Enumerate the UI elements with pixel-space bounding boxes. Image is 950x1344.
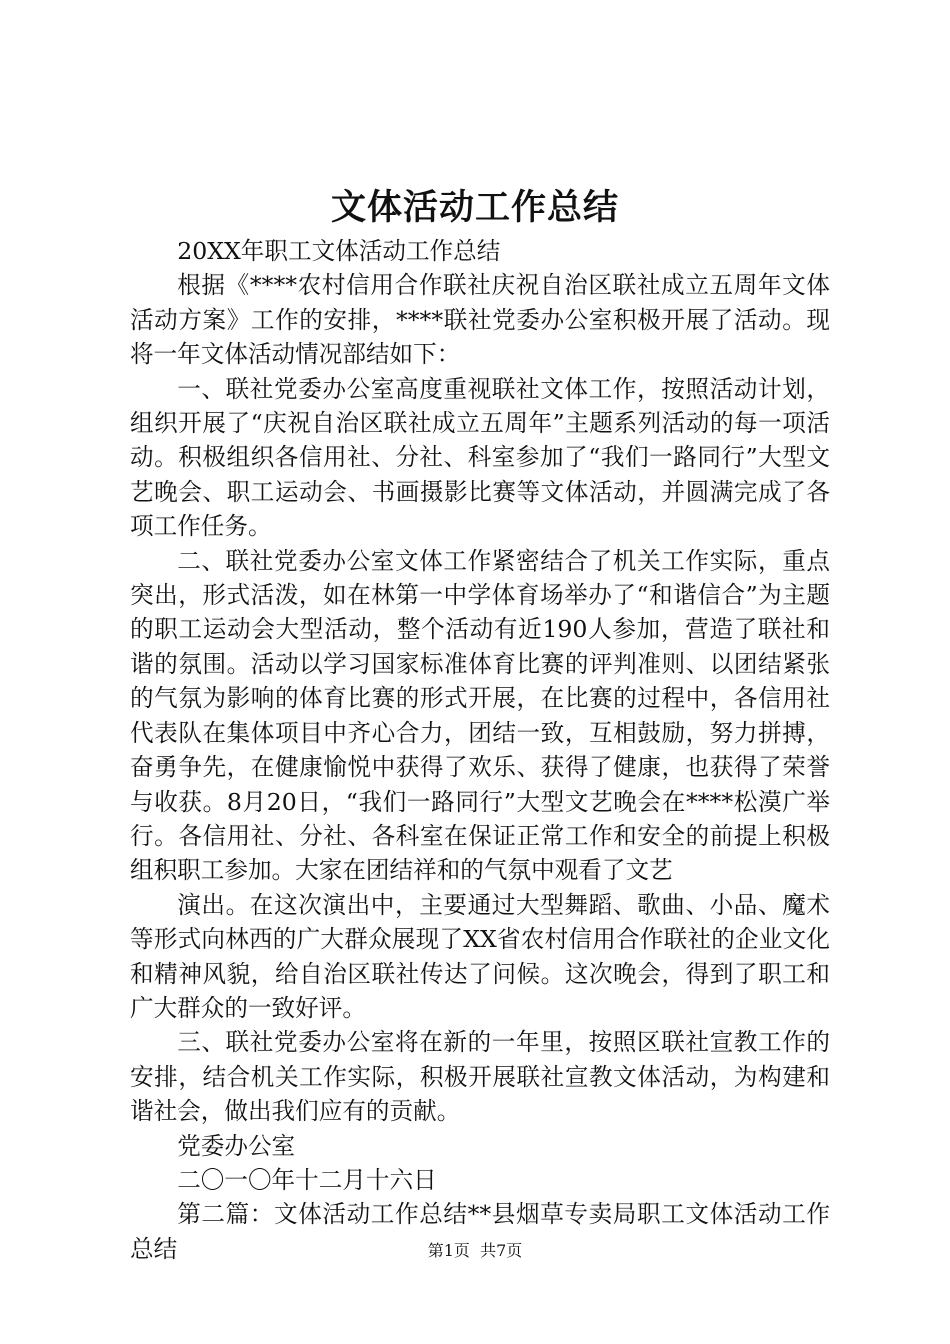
next-article-heading: 第二篇：文体活动工作总结**县烟草专卖局职工文体活动工作总结 — [130, 1200, 830, 1263]
performance-paragraph: 演出。在这次演出中，主要通过大型舞蹈、歌曲、小品、魔术等形式向林西的广大群众展现了XX省农村信用合作联社的企业文化和精神风貌，给自治区联社传达了问候。这次晚会，得到了职工和广大群众的一致好评。 — [130, 890, 830, 1022]
signature-office: 党委办公室 — [177, 1131, 296, 1160]
subtitle-paragraph: 20XX年职工文体活动工作总结 — [177, 237, 501, 265]
document-title: 文体活动工作总结 — [330, 187, 619, 228]
page-total: 共7页 — [480, 1241, 523, 1260]
section-two-paragraph: 二、联社党委办公室文体工作紧密结合了机关工作实际，重点突出，形式活泼，如在林第一中学体育场举办了“和谐信合”为主题的职工运动会大型活动，整个活动有近190人参加，营造了联社和谐的氛围。活动以学习国家标准体育比赛的评判准则、以团结紧张的气氛为影响的体育比赛的形式开展，在比赛的过程中，各信用社代表队在集体项目中齐心合力，团结一致，互相鼓励，努力拼搏，奋勇争先，在健康愉悦中获得了欢乐、获得了健康，也获得了荣誉与收获。8月20日，“我们一路同行”大型文艺晚会在****松漠广举行。各信用社、分社、各科室在保证正常工作和安全的前提上积极组积职工参加。大家在团结祥和的气氛中观看了文艺 — [130, 546, 830, 885]
document-body — [130, 234, 830, 1266]
intro-paragraph: 根据《****农村信用合作联社庆祝自治区联社成立五周年文体活动方案》工作的安排，****联社党委办公室积极开展了活动。现将一年文体活动情况部结如下： — [130, 271, 830, 369]
signature-date: 二〇一〇年十二月十六日 — [177, 1165, 437, 1194]
section-three-paragraph: 三、联社党委办公室将在新的一年里，按照区联社宣教工作的安排，结合机关工作实际，积极开展联社宣教文体活动，为构建和谐社会，做出我们应有的贡献。 — [130, 1028, 830, 1126]
page-number: 第1页 — [427, 1241, 470, 1260]
page-footer — [0, 1240, 950, 1262]
footer-spacer — [470, 1241, 480, 1260]
section-one-paragraph: 一、联社党委办公室高度重视联社文体工作，按照活动计划，组织开展了“庆祝自治区联社成立五周年”主题系列活动的每一项活动。积极组织各信用社、分社、科室参加了“我们一路同行”大型文艺晚会、职工运动会、书画摄影比赛等文体活动，并圆满完成了各项工作任务。 — [130, 374, 830, 541]
